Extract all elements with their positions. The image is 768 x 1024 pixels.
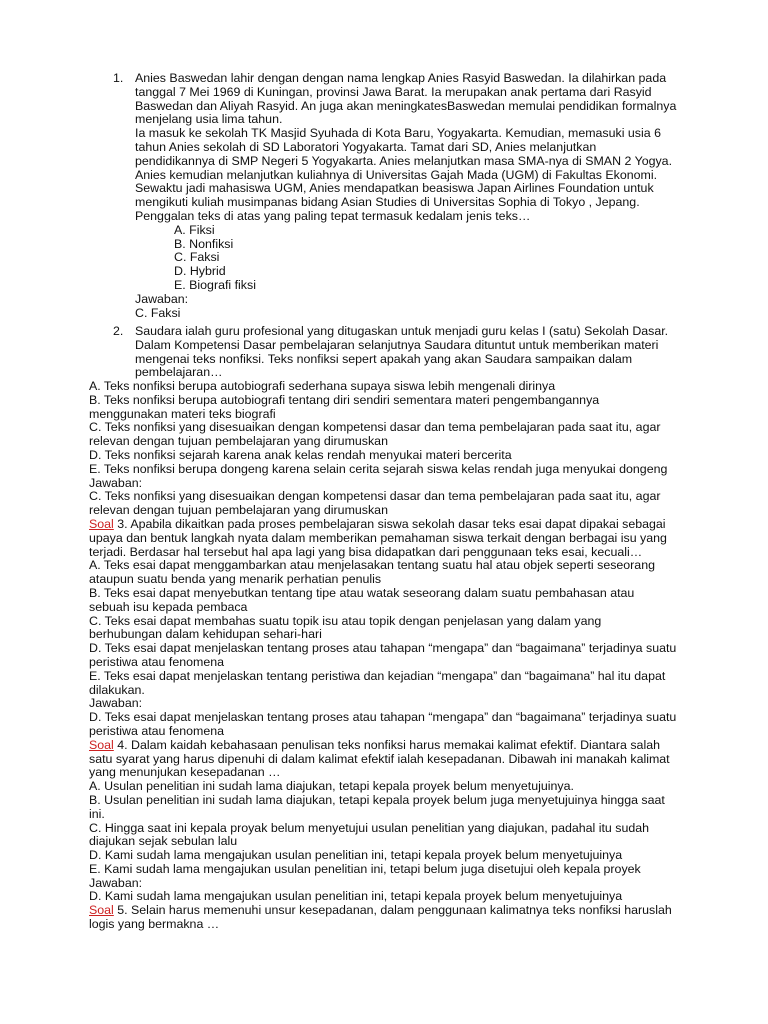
option-item: A. Teks nonfiksi berupa autobiografi sederhana supaya siswa lebih mengenali dirinya xyxy=(89,379,556,393)
answer-label: Jawaban: xyxy=(135,291,189,306)
option-item: sebuah isu kepada pembaca xyxy=(89,599,248,614)
passage-line: Baswedan dan Aliyah Rasyid. An juga akan meningkatesBaswedan memulai pendidikan formalnya xyxy=(135,98,677,113)
passage-line: tahun Anies sekolah di SD Laboratori Yogyakarta. Tamat dari SD, Anies melanjutkan xyxy=(135,139,597,154)
option-item: D. Teks esai dapat menjelaskan tentang proses atau tahapan “mengapa” dan “bagaimana” terjadinya suatu xyxy=(89,641,677,656)
passage-line: tanggal 7 Mei 1969 di Kuningan, provinsi Jawa Barat. Ia merupakan anak pertama dari Rasyid xyxy=(135,84,652,99)
option-item: E. Teks nonfiksi berupa dongeng karena selain cerita sejarah siswa kelas rendah juga menyukai dongeng xyxy=(89,461,668,476)
option-item: C. Teks nonfiksi yang disesuaikan dengan kompetensi dasar dan tema pembelajaran pada saat itu, agar xyxy=(89,420,661,435)
option-item: B. Teks esai dapat menyebutkan tentang tipe atau watak seseorang dalam suatu pembahasan atau xyxy=(89,585,635,600)
question-5-text: 5. Selain harus memenuhi unsur kesepadanan, dalam penggunaan kalimatnya teks nonfiksi haruslah xyxy=(113,903,672,918)
option-item: diajukan sejak sebulan lalu xyxy=(89,834,238,849)
question-4-text: 4. Dalam kaidah kebahasaan penulisan teks nonfiksi harus memakai kalimat efektif. Diantara salah xyxy=(113,737,660,752)
answer-text: C. Faksi xyxy=(135,305,181,320)
question-1-body xyxy=(135,72,693,320)
option-item: E. Kami sudah lama mengajukan usulan penelitian ini, tetapi belum juga disetujui oleh kepala proyek xyxy=(89,861,641,876)
soal-link[interactable]: Soal xyxy=(89,903,114,918)
passage-line: Ia masuk ke sekolah TK Masjid Syuhada di Kota Baru, Yogyakarta. Kemudian, memasuki usia 6 xyxy=(135,126,661,141)
question-3-first-line xyxy=(89,518,679,532)
passage-line: Penggalan teks di atas yang paling tepat termasuk kedalam jenis teks… xyxy=(135,208,531,223)
option-item: C. Hingga saat ini kepala proyak belum menyetujui usulan penelitian yang diajukan, padahal itu sudah xyxy=(89,820,650,835)
passage-line: logis yang bermakna … xyxy=(89,917,220,932)
option-item: B. Nonfiksi xyxy=(174,236,234,251)
option-item: E. Biografi fiksi xyxy=(174,277,256,292)
question-2-body xyxy=(135,325,693,380)
passage-line: Dalam Kompetensi Dasar pembelajaran selanjutnya Saudara dituntut untuk memberikan materi xyxy=(135,337,659,352)
option-item: ataupun suatu benda yang menarik perhatian penulis xyxy=(89,572,382,587)
question-flow xyxy=(89,380,679,932)
answer-label: Jawaban: xyxy=(89,475,143,490)
question-3-text: 3. Apabila dikaitkan pada proses pembelajaran siswa sekolah dasar teks esai dapat dipakai sebagai xyxy=(113,516,666,531)
option-item: berhubungan dalam kehidupan sehari-hari xyxy=(89,627,322,642)
answer-label: Jawaban: xyxy=(89,875,143,890)
option-item: D. Teks nonfiksi sejarah karena anak kelas rendah menyukai materi bercerita xyxy=(89,447,512,462)
passage-line: mengikuti kuliah musimpanas bidang Asian Studies di Universitas Sophia di Tokyo , Jepang. xyxy=(135,195,640,210)
question-5-first-line xyxy=(89,904,679,918)
option-item: ini. xyxy=(89,806,105,821)
passage-line: Saudara ialah guru profesional yang ditugaskan untuk menjadi guru kelas I (satu) Sekolah Dasar. xyxy=(135,324,669,338)
passage-line: menjelang usia lima tahun. xyxy=(135,112,283,127)
option-item: D. Kami sudah lama mengajukan usulan penelitian ini, tetapi kepala proyek belum menyetujuinya xyxy=(89,848,623,863)
option-item: A. Teks esai dapat menggambarkan atau menjelasakan tentang suatu hal atau objek seperti seseorang xyxy=(89,558,655,573)
passage-line: pembelajaran… xyxy=(135,365,223,380)
answer-text: peristiwa atau fenomena xyxy=(89,723,225,738)
question-1-options xyxy=(174,224,693,293)
option-item: B. Teks nonfiksi berupa autobiografi tentang diri sendiri sementara materi pengembangannya xyxy=(89,392,600,407)
question-4-first-line xyxy=(89,739,679,753)
question-2 xyxy=(113,325,693,380)
option-item: C. Faksi xyxy=(174,250,220,265)
question-1 xyxy=(113,72,693,320)
passage-line: pendidikannya di SMP Negeri 5 Yogyakarta. Anies melanjutkan masa SMA-nya di SMAN 2 Yogya. xyxy=(135,153,673,168)
passage-line: mengenai teks nonfiksi. Teks nonfiksi sepert apakah yang akan Saudara sampaikan dalam xyxy=(135,351,633,366)
question-1-number: 1. xyxy=(113,71,124,85)
answer-text: C. Teks nonfiksi yang disesuaikan dengan kompetensi dasar dan tema pembelajaran pada saat itu, agar xyxy=(89,489,661,504)
passage-line: upaya dan bentuk langkah nyata dalam memberikan pemahaman siswa terkait dengan berbagai isu yang xyxy=(89,530,667,545)
option-item: B. Usulan penelitian ini sudah lama diajukan, tetapi kepala proyek belum juga menyetujuinya hingga saat xyxy=(89,792,665,807)
passage-line: Anies kemudian melanjutkan kuliahnya di Universitas Gajah Mada (UGM) di Fakultas Ekonomi. xyxy=(135,167,658,182)
option-item: D. Hybrid xyxy=(174,264,226,279)
option-item: A. Fiksi xyxy=(174,222,215,237)
answer-text: D. Kami sudah lama mengajukan usulan penelitian ini, tetapi kepala proyek belum menyetujuinya xyxy=(89,889,623,904)
option-item: peristiwa atau fenomena xyxy=(89,654,225,669)
option-item: dilakukan. xyxy=(89,682,145,697)
answer-text: relevan dengan tujuan pembelajaran yang dirumuskan xyxy=(89,503,388,518)
answer-text: D. Teks esai dapat menjelaskan tentang proses atau tahapan “mengapa” dan “bagaimana” terjadinya suatu xyxy=(89,710,677,725)
passage-line: yang menunjukan kesepadanan … xyxy=(89,765,281,780)
answer-label: Jawaban: xyxy=(89,696,143,711)
passage-line: Anies Baswedan lahir dengan dengan nama lengkap Anies Rasyid Baswedan. Ia dilahirkan pada xyxy=(135,71,667,85)
passage-line: terjadi. Berdasar hal tersebut hal apa lagi yang bisa didapatkan dari penggunaan teks esai, kecuali… xyxy=(89,544,643,559)
soal-link[interactable]: Soal xyxy=(89,516,114,531)
passage-line: Sewaktu jadi mahasiswa UGM, Anies mendapatkan beasiswa Japan Airlines Foundation untuk xyxy=(135,181,654,196)
passage-line: satu syarat yang harus dipenuhi di dalam kalimat efektif ialah kesepadanan. Dibawah ini manakah kalimat xyxy=(89,751,670,766)
option-item: E. Teks esai dapat menjelaskan tentang peristiwa dan kejadian “mengapa” dan “bagaimana” hal itu dapat xyxy=(89,668,666,683)
option-item: menggunakan materi teks biografi xyxy=(89,406,276,421)
soal-link[interactable]: Soal xyxy=(89,737,114,752)
question-2-number: 2. xyxy=(113,324,124,338)
option-item: C. Teks esai dapat membahas suatu topik isu atau topik dengan penjelasan yang dalam yang xyxy=(89,613,602,628)
option-item: relevan dengan tujuan pembelajaran yang dirumuskan xyxy=(89,434,388,449)
option-item: A. Usulan penelitian ini sudah lama diajukan, tetapi kepala proyek belum menyetujuinya. xyxy=(89,779,574,794)
